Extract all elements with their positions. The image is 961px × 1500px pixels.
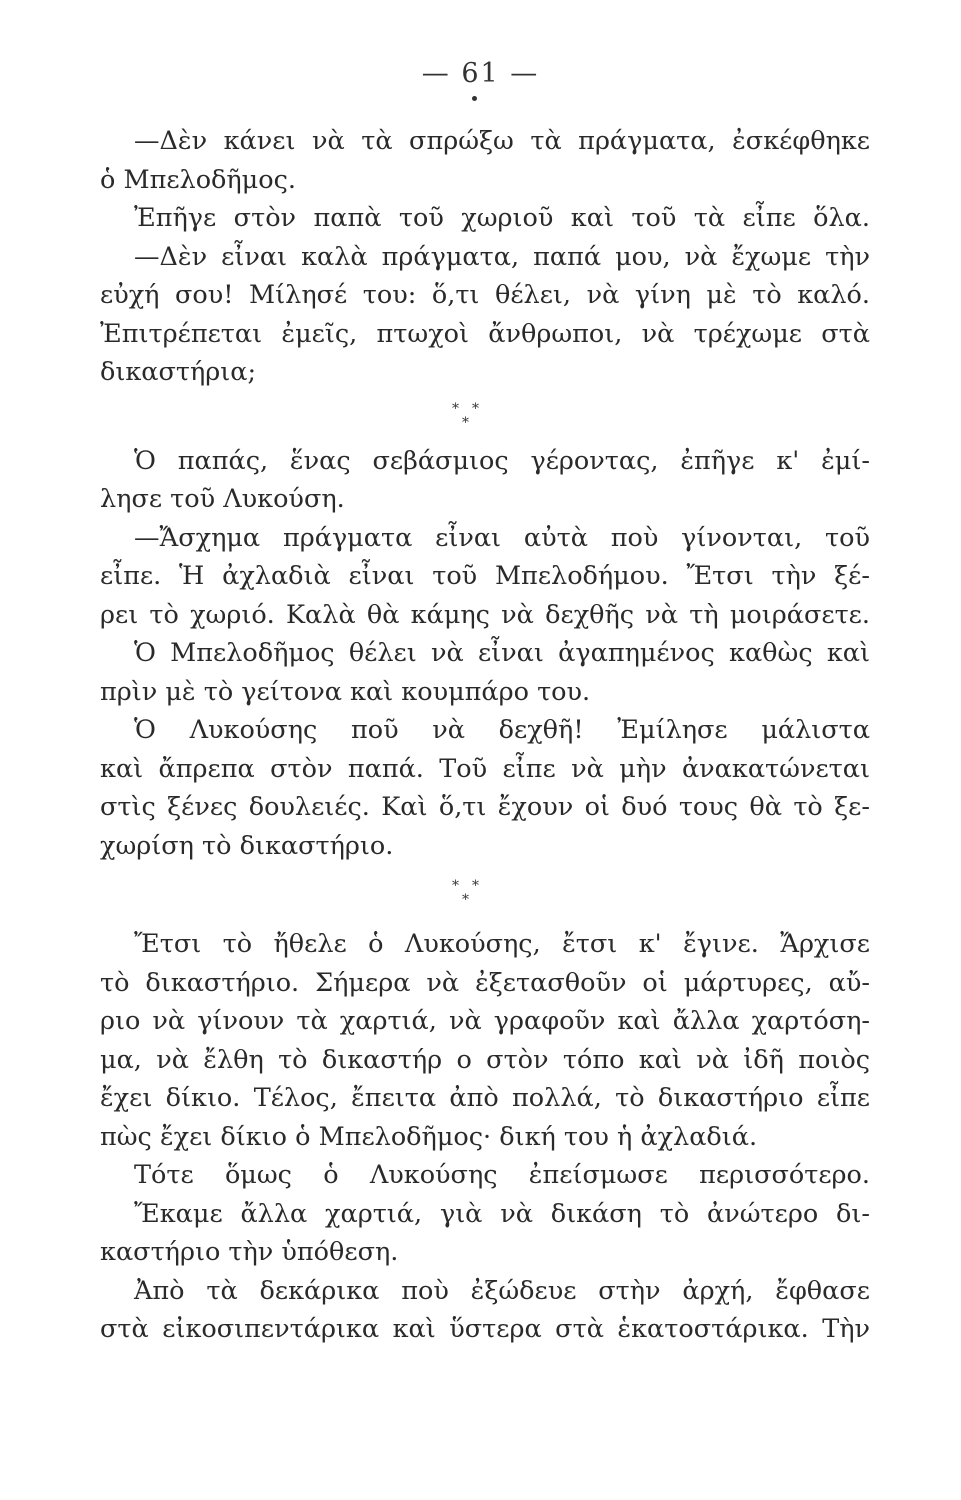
text-line: καστήριο τὴν ὑπόθεση.	[100, 1237, 399, 1267]
ink-dot	[472, 96, 477, 101]
text-line: δικαστήρια;	[100, 357, 257, 387]
text-line: Τότε ὅμως ὁ Λυκούσης ἐπείσμωσε περισσότερο.	[134, 1160, 870, 1190]
text-line: πρὶν μὲ τὸ γείτονα καὶ κουμπάρο του.	[100, 676, 591, 707]
text-line: Ἐπιτρέπεται ἐμεῖς, πτωχοὶ ἄνθρωποι, νὰ τρέχωμε στὰ	[100, 318, 870, 349]
text-line: ρει τὸ χωριό. Καλὰ θὰ κάμης νὰ δεχθῆς νὰ τὴ μοιράσετε.	[100, 599, 870, 630]
section-separator	[100, 392, 870, 442]
text-line: Ἔτσι τὸ ἤθελε ὁ Λυκούσης, ἔτσι κ' ἔγινε. Ἄρχισε	[134, 929, 870, 959]
text-line: πὼς ἔχει δίκιο ὁ Μπελοδῆμος· δική του ἡ ἀχλαδιά.	[100, 1121, 758, 1152]
asterisk: *	[472, 878, 479, 894]
asterisk: *	[462, 892, 469, 908]
section-separator	[100, 865, 870, 925]
text-line: ριο νὰ γίνουν τὰ χαρτιά, νὰ γραφοῦν καὶ ἄλλα χαρτόση-	[100, 1006, 870, 1036]
text-line: μα, νὰ ἔλθη τὸ δικαστήρ ο στὸν τόπο καὶ νὰ ἰδῆ ποιὸς	[100, 1044, 870, 1075]
text-line: εἶπε. Ἡ ἀχλαδιὰ εἶναι τοῦ Μπελοδήμου. Ἔτσι τὴν ξέ-	[100, 561, 870, 591]
text-line: ἔχει δίκιο. Τέλος, ἔπειτα ἀπὸ πολλά, τὸ δικαστήριο εἶπε	[100, 1083, 870, 1113]
text-line: —Δὲν εἶναι καλὰ πράγματα, παπά μου, νὰ ἔχωμε τὴν	[134, 241, 870, 272]
text-line: Ὁ Μπελοδῆμος θέλει νὰ εἶναι ἀγαπημένος καθὼς καὶ	[134, 638, 870, 668]
asterisk: *	[452, 878, 459, 894]
text-line: —Δὲν κάνει νὰ τὰ σπρώξω τὰ πράγματα, ἐσκέφθηκε	[134, 126, 870, 156]
text-line: Ἐπῆγε στὸν παπὰ τοῦ χωριοῦ καὶ τοῦ τὰ εἶπε ὅλα.	[134, 203, 870, 233]
text-line: καὶ ἄπρεπα στὸν παπά. Τοῦ εἶπε νὰ μὴν ἀνακατώνεται	[100, 753, 870, 784]
page-number: — 61 —	[421, 58, 540, 89]
text-line: Ὁ Λυκούσης ποῦ νὰ δεχθῆ! Ἐμίλησε μάλιστα	[134, 715, 870, 745]
body-text	[100, 122, 870, 1349]
text-line: ὁ Μπελοδῆμος.	[100, 164, 296, 195]
text-line: —Ἄσχημα πράγματα εἶναι αὐτὰ ποὺ γίνονται, τοῦ	[134, 522, 870, 553]
text-line: εὐχή σου! Μίλησέ του: ὅ,τι θέλει, νὰ γίνη μὲ τὸ καλό.	[100, 280, 870, 310]
text-line: στὶς ξένες δουλειές. Καὶ ὅ,τι ἔχουν οἱ δυό τους θὰ τὸ ξε-	[100, 792, 870, 822]
asterisk: *	[472, 400, 479, 417]
text-line: τὸ δικαστήριο. Σήμερα νὰ ἐξετασθοῦν οἱ μάρτυρες, αὔ-	[100, 967, 870, 998]
text-line: Ἔκαμε ἄλλα χαρτιά, γιὰ νὰ δικάση τὸ ἀνώτερο δι-	[134, 1198, 870, 1229]
text-line: χωρίση τὸ δικαστήριο.	[100, 830, 394, 861]
text-line: στὰ εἰκοσιπεντάρικα καὶ ὕστερα στὰ ἑκατοστάρικα. Τὴν	[100, 1314, 870, 1344]
text-line: Ἀπὸ τὰ δεκάρικα ποὺ ἐξώδευε στὴν ἀρχή, ἔφθασε	[134, 1275, 870, 1306]
asterisk: *	[462, 414, 469, 431]
asterisk: *	[452, 400, 459, 417]
text-line: λησε τοῦ Λυκούση.	[100, 484, 345, 514]
text-line: Ὁ παπάς, ἕνας σεβάσμιος γέροντας, ἐπῆγε κ' ἐμί-	[134, 445, 870, 476]
